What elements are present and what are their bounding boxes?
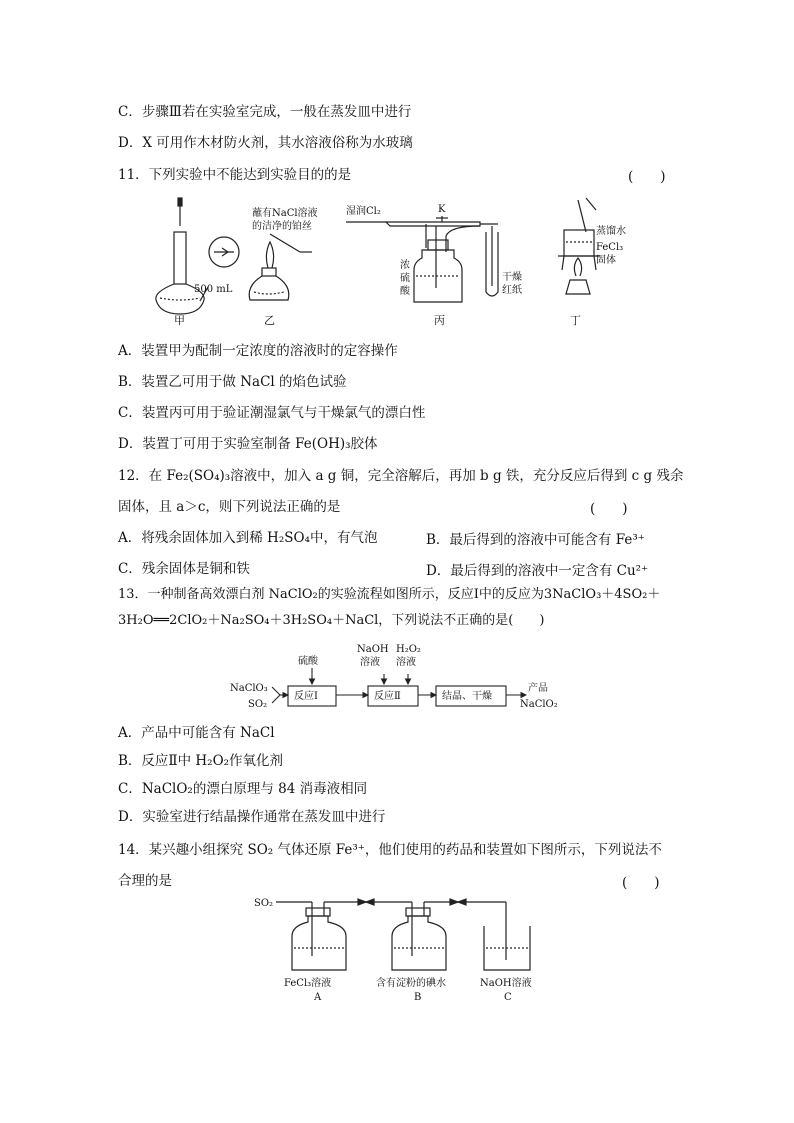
- platinum-note-line1: 蘸有NaCl溶液: [252, 208, 318, 219]
- q14-apparatus-figure: [250, 890, 570, 1008]
- q13-option-a: A．产品中可能含有 NaCl: [118, 725, 275, 741]
- q14-answer-paren: ( ): [622, 875, 660, 891]
- q12-option-b: B．最后得到的溶液中可能含有 Fe³⁺: [426, 532, 645, 548]
- q12-option-c: C．残余固体是铜和铁: [118, 561, 250, 577]
- q11-stem: 11．下列实验中不能达到实验目的的是: [118, 167, 352, 183]
- acid-char-3: 酸: [400, 286, 410, 297]
- flow-input-so2: SO₂: [248, 699, 268, 710]
- beaker-c-letter: C: [504, 992, 512, 1003]
- solid-label: 固体: [596, 255, 616, 266]
- flow-h2o2-line1: H₂O₂: [396, 644, 421, 655]
- q13-stem-line1: 13．一种制备高效漂白剂 NaClO₂的实验流程如图所示，反应Ⅰ中的反应为3NaClO₃＋4SO₂＋: [118, 587, 661, 602]
- flow-product-line1: 产品: [528, 683, 548, 694]
- q11-apparatus-figure: [150, 196, 626, 330]
- jia-caption: 甲: [174, 314, 185, 327]
- valve-label: K: [438, 204, 446, 215]
- q13-option-b: B．反应Ⅱ中 H₂O₂作氧化剂: [118, 753, 284, 769]
- flow-step-1: 反应Ⅰ: [294, 691, 318, 702]
- q11-answer-paren: ( ): [628, 169, 666, 185]
- gas-washing-bottle-icon: [346, 216, 498, 302]
- beaker-heating-icon: [558, 198, 600, 294]
- bottle-b-letter: B: [414, 992, 422, 1003]
- platinum-note-line2: 的洁净的铂丝: [252, 221, 312, 232]
- flow-naoh-line1: NaOH: [357, 644, 389, 655]
- q14-stem-line2: 合理的是: [118, 873, 172, 889]
- dry-paper-line2: 红纸: [502, 285, 522, 296]
- bottle-b-label: 含有淀粉的碘水: [376, 978, 446, 989]
- bing-caption: 丙: [434, 314, 445, 327]
- ding-caption: 丁: [570, 314, 581, 327]
- q13-option-d: D．实验室进行结晶操作通常在蒸发皿中进行: [118, 809, 386, 825]
- q11-option-a: A．装置甲为配制一定浓度的溶液时的定容操作: [118, 343, 398, 359]
- q14-stem-line1: 14．某兴趣小组探究 SO₂ 气体还原 Fe³⁺，他们使用的药品和装置如下图所示，下列说法不: [118, 842, 662, 858]
- flow-h2o2-line2: 溶液: [396, 657, 416, 668]
- bottle-a-label: FeCl₃溶液: [284, 978, 332, 989]
- flow-input-naclo3: NaClO₃: [230, 683, 268, 694]
- acid-char-1: 浓: [400, 260, 410, 271]
- beaker-c-label: NaOH溶液: [480, 978, 532, 989]
- q12-answer-paren: ( ): [590, 501, 628, 517]
- q14-gas-label: SO₂: [254, 898, 274, 909]
- q12-option-a: A．将残余固体加入到稀 H₂SO₄中，有气泡: [118, 530, 378, 546]
- acid-char-2: 硫: [400, 273, 410, 284]
- bottle-a-letter: A: [314, 992, 322, 1003]
- q12-stem-line2: 固体，且 a＞c，则下列说法正确的是: [118, 499, 341, 515]
- bottle-b-icon: [392, 916, 446, 970]
- bottle-b-stopper: [406, 908, 430, 916]
- q13-flow-diagram: [226, 640, 576, 716]
- q12-option-d: D．最后得到的溶液中一定含有 Cu²⁺: [426, 563, 649, 579]
- alcohol-lamp-icon: [249, 234, 312, 300]
- q10-option-d: D．X 可用作木材防火剂，其水溶液俗称为水玻璃: [118, 135, 413, 151]
- flow-acid: 硫酸: [298, 656, 318, 667]
- inlet-label: 湿润Cl₂: [346, 206, 381, 217]
- bottle-a-icon: [292, 916, 346, 970]
- flow-step-2: 反应Ⅱ: [374, 691, 401, 702]
- flask-volume-label: 500 mL: [194, 284, 233, 295]
- q11-option-b: B．装置乙可用于做 NaCl 的焰色试验: [118, 374, 347, 390]
- q11-option-c: C．装置丙可用于验证潮湿氯气与干燥氯气的漂白性: [118, 405, 426, 421]
- q10-option-c: C．步骤Ⅲ若在实验室完成，一般在蒸发皿中进行: [118, 104, 412, 120]
- flow-step-3: 结晶、干燥: [442, 691, 492, 702]
- q11-option-d: D．装置丁可用于实验室制备 Fe(OH)₃胶体: [118, 436, 378, 452]
- volumetric-flask-icon: [156, 198, 239, 314]
- yi-caption: 乙: [264, 314, 275, 327]
- bottle-a-stopper: [306, 908, 330, 916]
- flow-product-line2: NaClO₂: [520, 699, 558, 710]
- q13-option-c: C．NaClO₂的漂白原理与 84 消毒液相同: [118, 781, 368, 797]
- flow-naoh-line2: 溶液: [360, 657, 380, 668]
- distilled-water-label: 蒸馏水: [596, 226, 626, 237]
- q12-stem-line1: 12．在 Fe₂(SO₄)₃溶液中，加入 a g 铜，完全溶解后，再加 b g 铁，充分反应后得到 c g 残余: [118, 468, 684, 484]
- q13-stem-line2: 3H₂O══2ClO₂＋Na₂SO₄＋3H₂SO₄＋NaCl，下列说法不正确的是( ): [118, 613, 545, 628]
- dry-paper-line1: 干燥: [502, 272, 522, 283]
- fecl3-label: FeCl₃: [596, 242, 624, 253]
